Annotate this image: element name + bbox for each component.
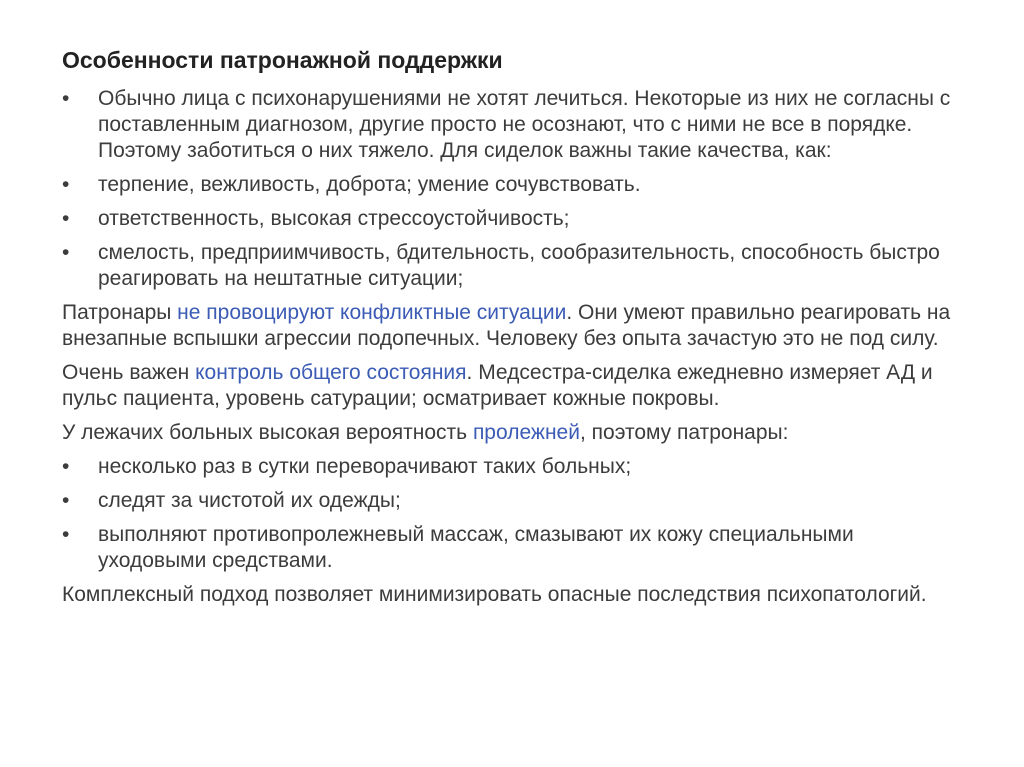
bullet-dot-icon: • [62, 173, 70, 196]
bullet-dot-icon: • [62, 455, 70, 478]
paragraph-text: , поэтому патронары: [579, 421, 789, 444]
bullet-item [62, 86, 962, 164]
slide-title: Особенности патронажной поддержки [62, 47, 503, 73]
paragraph-conclusion: Комплексный подход позволяет минимизировать опасные последствия психопатологий. [62, 583, 927, 606]
bullet-item [62, 172, 962, 198]
bullet-item [62, 522, 962, 574]
bullet-item [62, 206, 962, 232]
paragraph-text: Патронары [62, 301, 178, 324]
bullet-text: Обычно лица с психонарушениями не хотят лечиться. Некоторые из них не согласны с поставленным диагнозом, другие просто не осознают, что с ними не все в порядке. Поэтому заботиться о них тяжело. Для сиделок важны такие качества, как: [98, 87, 951, 162]
bullet-item [62, 454, 962, 480]
paragraph-text: . Они умеют правильно реагировать на внезапные вспышки агрессии подопечных. Человеку без опыта зачастую это не под силу. [62, 301, 951, 350]
paragraph-bedsores [62, 420, 962, 446]
paragraph-text: Очень важен [62, 361, 196, 384]
bullet-dot-icon: • [62, 207, 70, 230]
bullet-dot-icon: • [62, 523, 70, 546]
bullet-dot-icon: • [62, 87, 70, 110]
bullet-text: несколько раз в сутки переворачивают таких больных; [98, 455, 632, 478]
highlight-text: пролежней [472, 421, 580, 444]
bullet-text: следят за чистотой их одежды; [98, 489, 401, 512]
bullet-text: смелость, предприимчивость, бдительность, сообразительность, способность быстро реагировать на нештатные ситуации; [98, 241, 940, 290]
paragraph-control [62, 360, 962, 412]
highlight-text: не провоцируют конфликтные ситуации [177, 301, 567, 324]
paragraph-text: У лежачих больных высокая вероятность [62, 421, 473, 444]
bullet-dot-icon: • [62, 489, 70, 512]
bullet-text: выполняют противопролежневый массаж, смазывают их кожу специальными уходовыми средствами. [98, 523, 854, 572]
bullet-item [62, 488, 962, 514]
bullet-item [62, 240, 962, 292]
highlight-text: контроль общего состояния [195, 361, 467, 384]
bullet-text: ответственность, высокая стрессоустойчивость; [98, 207, 570, 230]
paragraph-text: . Медсестра-сиделка ежедневно измеряет АД и пульс пациента, уровень сатурации; осматривает кожные покровы. [62, 361, 933, 410]
bullet-dot-icon: • [62, 241, 70, 264]
paragraph-patronary [62, 300, 962, 352]
slide-content [62, 86, 962, 616]
bullet-text: терпение, вежливость, доброта; умение сочувствовать. [98, 173, 641, 196]
